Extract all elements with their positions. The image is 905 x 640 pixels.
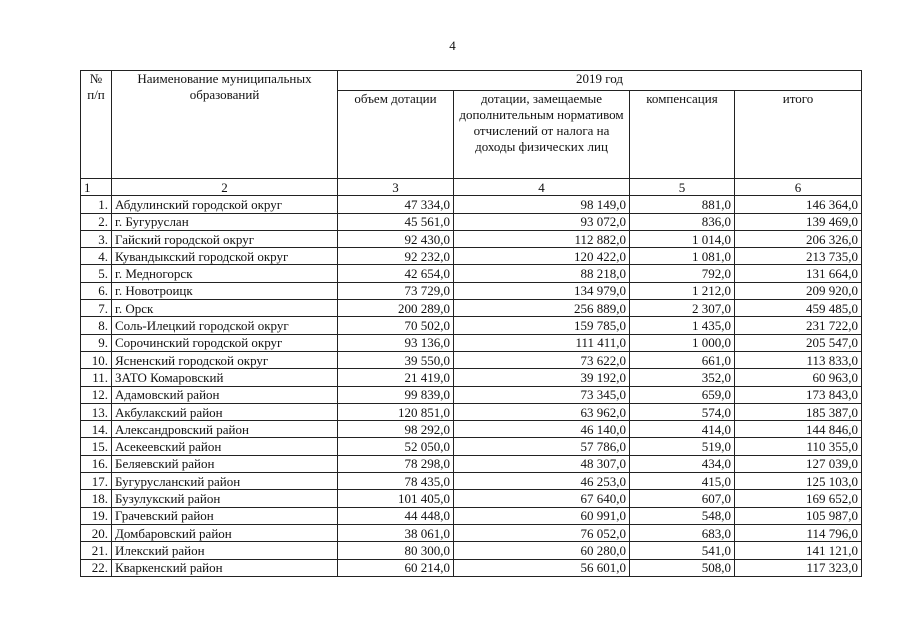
municipality-name: Домбаровский район bbox=[112, 524, 338, 541]
replaced-subsidy-value: 159 785,0 bbox=[454, 317, 630, 334]
subsidy-volume-value: 99 839,0 bbox=[338, 386, 454, 403]
municipality-name: Илекский район bbox=[112, 542, 338, 559]
table-row bbox=[81, 196, 862, 213]
subsidy-volume-value: 78 298,0 bbox=[338, 455, 454, 472]
header-name-col: Наименование муниципальных образований bbox=[112, 71, 338, 179]
row-number: 18. bbox=[81, 490, 112, 507]
compensation-value: 661,0 bbox=[630, 351, 735, 368]
total-value: 144 846,0 bbox=[735, 421, 862, 438]
subsidy-volume-value: 70 502,0 bbox=[338, 317, 454, 334]
table-row bbox=[81, 213, 862, 230]
compensation-value: 836,0 bbox=[630, 213, 735, 230]
municipality-name: г. Орск bbox=[112, 300, 338, 317]
compensation-value: 414,0 bbox=[630, 421, 735, 438]
replaced-subsidy-value: 73 622,0 bbox=[454, 351, 630, 368]
compensation-value: 415,0 bbox=[630, 473, 735, 490]
municipality-name: Соль-Илецкий городской округ bbox=[112, 317, 338, 334]
row-number: 13. bbox=[81, 403, 112, 420]
compensation-value: 574,0 bbox=[630, 403, 735, 420]
header-subsidy-volume: объем дотации bbox=[338, 91, 454, 179]
table-row bbox=[81, 300, 862, 317]
subsidy-volume-value: 52 050,0 bbox=[338, 438, 454, 455]
subsidy-volume-value: 101 405,0 bbox=[338, 490, 454, 507]
replaced-subsidy-value: 57 786,0 bbox=[454, 438, 630, 455]
subsidy-volume-value: 92 232,0 bbox=[338, 248, 454, 265]
total-value: 114 796,0 bbox=[735, 524, 862, 541]
replaced-subsidy-value: 134 979,0 bbox=[454, 282, 630, 299]
row-number: 22. bbox=[81, 559, 112, 576]
compensation-value: 352,0 bbox=[630, 369, 735, 386]
table-row bbox=[81, 265, 862, 282]
replaced-subsidy-value: 88 218,0 bbox=[454, 265, 630, 282]
row-number: 8. bbox=[81, 317, 112, 334]
table-row bbox=[81, 524, 862, 541]
table-row bbox=[81, 542, 862, 559]
row-number: 9. bbox=[81, 334, 112, 351]
replaced-subsidy-value: 46 253,0 bbox=[454, 473, 630, 490]
table-row bbox=[81, 473, 862, 490]
subsidy-volume-value: 60 214,0 bbox=[338, 559, 454, 576]
replaced-subsidy-value: 48 307,0 bbox=[454, 455, 630, 472]
table-row bbox=[81, 403, 862, 420]
compensation-value: 1 014,0 bbox=[630, 230, 735, 247]
row-number: 5. bbox=[81, 265, 112, 282]
subsidy-volume-value: 21 419,0 bbox=[338, 369, 454, 386]
total-value: 60 963,0 bbox=[735, 369, 862, 386]
compensation-value: 519,0 bbox=[630, 438, 735, 455]
replaced-subsidy-value: 67 640,0 bbox=[454, 490, 630, 507]
replaced-subsidy-value: 93 072,0 bbox=[454, 213, 630, 230]
table-row bbox=[81, 317, 862, 334]
row-number: 16. bbox=[81, 455, 112, 472]
row-number: 14. bbox=[81, 421, 112, 438]
total-value: 113 833,0 bbox=[735, 351, 862, 368]
row-number: 15. bbox=[81, 438, 112, 455]
replaced-subsidy-value: 39 192,0 bbox=[454, 369, 630, 386]
total-value: 173 843,0 bbox=[735, 386, 862, 403]
total-value: 141 121,0 bbox=[735, 542, 862, 559]
compensation-value: 792,0 bbox=[630, 265, 735, 282]
row-number: 6. bbox=[81, 282, 112, 299]
municipality-name: Кувандыкский городской округ bbox=[112, 248, 338, 265]
total-value: 117 323,0 bbox=[735, 559, 862, 576]
replaced-subsidy-value: 256 889,0 bbox=[454, 300, 630, 317]
compensation-value: 1 000,0 bbox=[630, 334, 735, 351]
column-number: 6 bbox=[735, 179, 862, 196]
municipality-name: Ясненский городской округ bbox=[112, 351, 338, 368]
municipality-name: Бугурусланский район bbox=[112, 473, 338, 490]
total-value: 146 364,0 bbox=[735, 196, 862, 213]
table-row bbox=[81, 230, 862, 247]
municipality-name: Бузулукский район bbox=[112, 490, 338, 507]
row-number: 3. bbox=[81, 230, 112, 247]
replaced-subsidy-value: 56 601,0 bbox=[454, 559, 630, 576]
replaced-subsidy-value: 60 280,0 bbox=[454, 542, 630, 559]
compensation-value: 683,0 bbox=[630, 524, 735, 541]
subsidy-volume-value: 45 561,0 bbox=[338, 213, 454, 230]
page-number: 4 bbox=[449, 38, 456, 53]
compensation-value: 508,0 bbox=[630, 559, 735, 576]
compensation-value: 548,0 bbox=[630, 507, 735, 524]
row-number: 2. bbox=[81, 213, 112, 230]
header-compensation: компенсация bbox=[630, 91, 735, 179]
header-total: итого bbox=[735, 91, 862, 179]
replaced-subsidy-value: 63 962,0 bbox=[454, 403, 630, 420]
table-row bbox=[81, 507, 862, 524]
municipality-name: Акбулакский район bbox=[112, 403, 338, 420]
compensation-value: 434,0 bbox=[630, 455, 735, 472]
total-value: 139 469,0 bbox=[735, 213, 862, 230]
replaced-subsidy-value: 120 422,0 bbox=[454, 248, 630, 265]
compensation-value: 659,0 bbox=[630, 386, 735, 403]
row-number: 7. bbox=[81, 300, 112, 317]
compensation-value: 1 435,0 bbox=[630, 317, 735, 334]
municipality-name: Абдулинский городской округ bbox=[112, 196, 338, 213]
row-number: 11. bbox=[81, 369, 112, 386]
column-number: 3 bbox=[338, 179, 454, 196]
compensation-value: 1 212,0 bbox=[630, 282, 735, 299]
total-value: 231 722,0 bbox=[735, 317, 862, 334]
total-value: 213 735,0 bbox=[735, 248, 862, 265]
header-year-group: 2019 год bbox=[338, 71, 862, 91]
municipality-name: г. Бугуруслан bbox=[112, 213, 338, 230]
compensation-value: 541,0 bbox=[630, 542, 735, 559]
table-row bbox=[81, 438, 862, 455]
municipality-name: г. Медногорск bbox=[112, 265, 338, 282]
table-row bbox=[81, 421, 862, 438]
row-number: 17. bbox=[81, 473, 112, 490]
subsidy-volume-value: 120 851,0 bbox=[338, 403, 454, 420]
subsidy-volume-value: 200 289,0 bbox=[338, 300, 454, 317]
total-value: 169 652,0 bbox=[735, 490, 862, 507]
total-value: 185 387,0 bbox=[735, 403, 862, 420]
replaced-subsidy-value: 111 411,0 bbox=[454, 334, 630, 351]
row-number: 10. bbox=[81, 351, 112, 368]
subsidy-volume-value: 93 136,0 bbox=[338, 334, 454, 351]
municipality-name: Асекеевский район bbox=[112, 438, 338, 455]
table-row bbox=[81, 490, 862, 507]
subsidy-volume-value: 92 430,0 bbox=[338, 230, 454, 247]
replaced-subsidy-value: 60 991,0 bbox=[454, 507, 630, 524]
subsidy-volume-value: 78 435,0 bbox=[338, 473, 454, 490]
subsidy-volume-value: 80 300,0 bbox=[338, 542, 454, 559]
compensation-value: 607,0 bbox=[630, 490, 735, 507]
table-row bbox=[81, 248, 862, 265]
row-number: 19. bbox=[81, 507, 112, 524]
row-number: 20. bbox=[81, 524, 112, 541]
table-row bbox=[81, 282, 862, 299]
column-number: 2 bbox=[112, 179, 338, 196]
compensation-value: 2 307,0 bbox=[630, 300, 735, 317]
row-number: 21. bbox=[81, 542, 112, 559]
total-value: 459 485,0 bbox=[735, 300, 862, 317]
table-row bbox=[81, 559, 862, 576]
total-value: 127 039,0 bbox=[735, 455, 862, 472]
table-row bbox=[81, 386, 862, 403]
total-value: 110 355,0 bbox=[735, 438, 862, 455]
subsidy-table bbox=[80, 70, 862, 577]
subsidy-volume-value: 73 729,0 bbox=[338, 282, 454, 299]
subsidy-volume-value: 38 061,0 bbox=[338, 524, 454, 541]
replaced-subsidy-value: 98 149,0 bbox=[454, 196, 630, 213]
municipality-name: Сорочинский городской округ bbox=[112, 334, 338, 351]
header-num-col: № п/п bbox=[81, 71, 112, 179]
subsidy-volume-value: 39 550,0 bbox=[338, 351, 454, 368]
subsidy-volume-value: 47 334,0 bbox=[338, 196, 454, 213]
replaced-subsidy-value: 112 882,0 bbox=[454, 230, 630, 247]
total-value: 209 920,0 bbox=[735, 282, 862, 299]
subsidy-volume-value: 98 292,0 bbox=[338, 421, 454, 438]
column-number-row bbox=[81, 179, 862, 196]
municipality-name: г. Новотроицк bbox=[112, 282, 338, 299]
table-row bbox=[81, 351, 862, 368]
compensation-value: 881,0 bbox=[630, 196, 735, 213]
municipality-name: ЗАТО Комаровский bbox=[112, 369, 338, 386]
replaced-subsidy-value: 46 140,0 bbox=[454, 421, 630, 438]
municipality-name: Грачевский район bbox=[112, 507, 338, 524]
total-value: 206 326,0 bbox=[735, 230, 862, 247]
replaced-subsidy-value: 76 052,0 bbox=[454, 524, 630, 541]
municipality-name: Кваркенский район bbox=[112, 559, 338, 576]
compensation-value: 1 081,0 bbox=[630, 248, 735, 265]
replaced-subsidy-value: 73 345,0 bbox=[454, 386, 630, 403]
row-number: 1. bbox=[81, 196, 112, 213]
table-row bbox=[81, 334, 862, 351]
column-number: 1 bbox=[81, 179, 112, 196]
column-number: 4 bbox=[454, 179, 630, 196]
column-number: 5 bbox=[630, 179, 735, 196]
header-replaced-subsidy: дотации, замещаемые дополнительным нормативом отчислений от налога на доходы физических лиц bbox=[454, 91, 630, 179]
total-value: 125 103,0 bbox=[735, 473, 862, 490]
row-number: 12. bbox=[81, 386, 112, 403]
table-row bbox=[81, 369, 862, 386]
table-row bbox=[81, 455, 862, 472]
row-number: 4. bbox=[81, 248, 112, 265]
municipality-name: Александровский район bbox=[112, 421, 338, 438]
municipality-name: Беляевский район bbox=[112, 455, 338, 472]
municipality-name: Адамовский район bbox=[112, 386, 338, 403]
total-value: 131 664,0 bbox=[735, 265, 862, 282]
municipality-name: Гайский городской округ bbox=[112, 230, 338, 247]
total-value: 205 547,0 bbox=[735, 334, 862, 351]
total-value: 105 987,0 bbox=[735, 507, 862, 524]
subsidy-volume-value: 44 448,0 bbox=[338, 507, 454, 524]
subsidy-volume-value: 42 654,0 bbox=[338, 265, 454, 282]
